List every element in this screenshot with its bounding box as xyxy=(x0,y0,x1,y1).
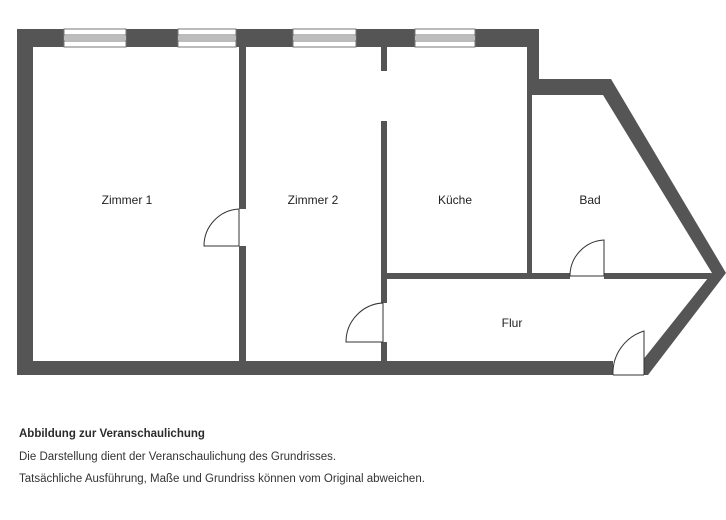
caption-line-2: Tatsächliche Ausführung, Maße und Grundriss können vom Original abweichen. xyxy=(19,473,425,485)
wall-zimmer1-zimmer2 xyxy=(239,47,246,361)
wall-bad-flur xyxy=(532,273,712,279)
caption-line-1: Die Darstellung dient der Veranschaulichung des Grundrisses. xyxy=(19,451,337,463)
window-2 xyxy=(178,29,236,47)
caption-title: Abbildung zur Veranschaulichung xyxy=(19,428,205,440)
room-label-flur: Flur xyxy=(501,316,523,330)
room-label-zimmer1: Zimmer 1 xyxy=(101,193,153,207)
window-4 xyxy=(415,29,475,47)
room-label-bad: Bad xyxy=(579,193,601,207)
wall-zimmer2-kueche-upper xyxy=(381,47,387,71)
window-1 xyxy=(64,29,126,47)
window-3 xyxy=(293,29,356,47)
wall-kueche-bad xyxy=(527,95,532,275)
room-label-kueche: Küche xyxy=(437,193,473,207)
room-label-zimmer2: Zimmer 2 xyxy=(287,193,339,207)
wall-kueche-flur xyxy=(387,273,532,279)
